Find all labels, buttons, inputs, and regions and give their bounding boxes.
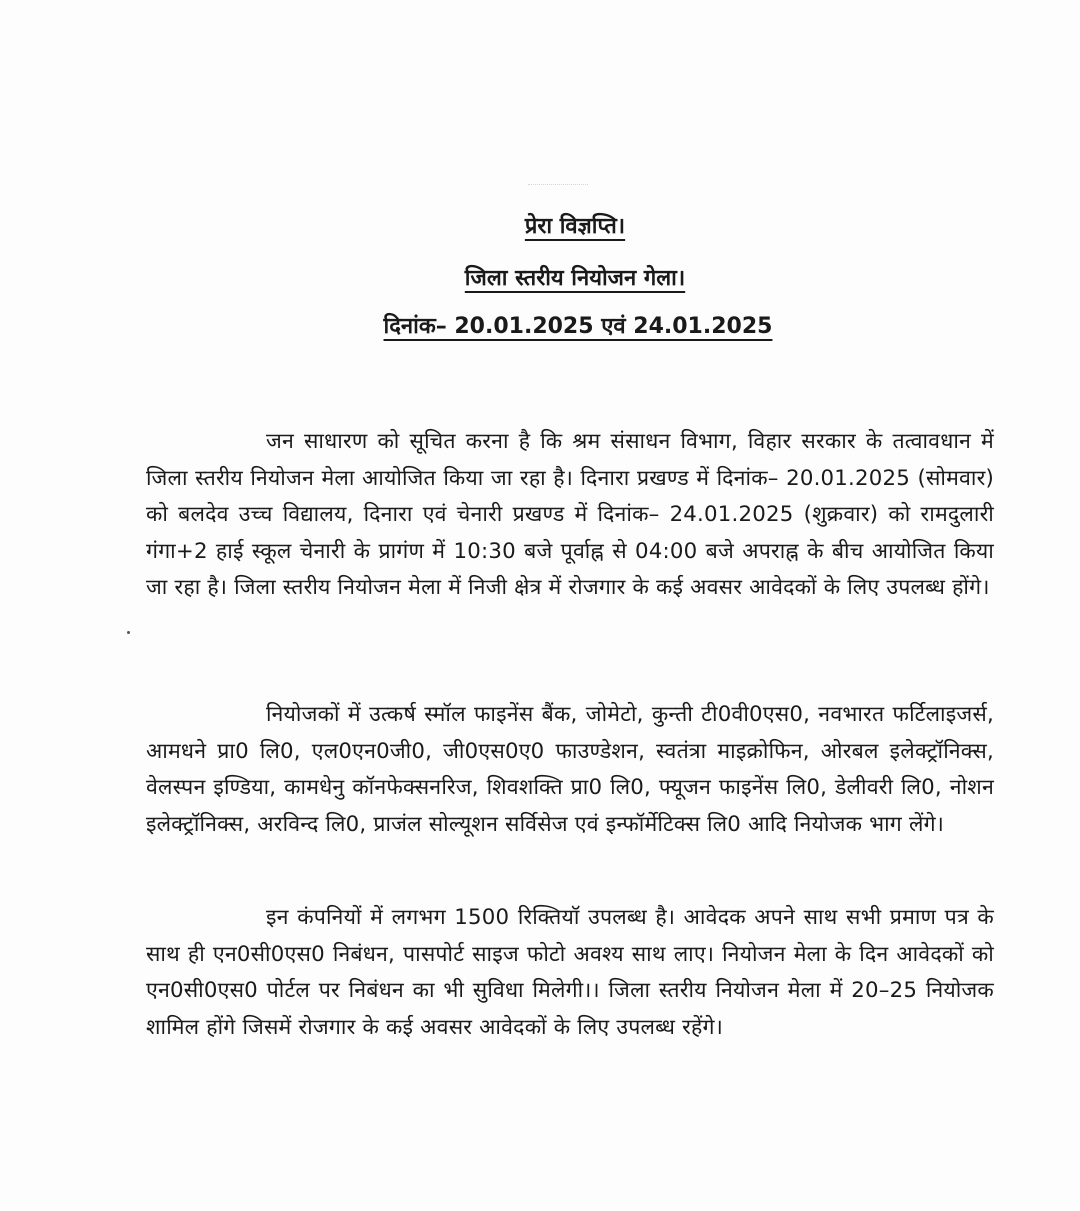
press-release-title: प्रेरा विज्ञप्ति।	[524, 214, 626, 239]
paragraph-vacancies: इन कंपनियों में लगभग 1500 रिक्तियॉ उपलब्ध है। आवेदक अपने साथ सभी प्रमाण पत्र के साथ ही एन0सी0एस0 निबंधन, पासपोर्ट साइज फोटो अवश्य साथ लाए। नियोजन मेला के दिन आवेदकों को एन0सी0एस0 पोर्टल पर निबंधन का भी सुविधा मिलेगी।। जिला स्तरीय नियोजन मेला में 20–25 नियोजक शामिल होंगे जिसमें रोजगार के कई अवसर आवेदकों के लिए उपलब्ध रहेंगे।	[146, 905, 994, 1040]
paragraph-announcement: जन साधारण को सूचित करना है कि श्रम संसाधन विभाग, विहार सरकार के तत्वावधान में जिला स्तरीय नियोजन मेला आयोजित किया जा रहा है। दिनारा प्रखण्ड में दिनांक– 20.01.2025 (सोमवार) को बलदेव उच्च विद्यालय, दिनारा एवं चेनारी प्रखण्ड में दिनांक– 24.01.2025 (शुक्रवार) को रामदुलारी गंगा+2 हाई स्कूल चेनारी के प्रागंण में 10:30 बजे पूर्वाह्न से 04:00 बजे अपराह्न के बीच आयोजित किया जा रहा है। जिला स्तरीय नियोजन मेला में निजी क्षेत्र में रोजगार के कई अवसर आवेदकों के लिए उपलब्ध होंगे।	[146, 429, 994, 600]
paragraph-employers: नियोजकों में उत्कर्ष स्मॉल फाइनेंस बैंक, जोमेटो, कुन्ती टी0वी0एस0, नवभारत फर्टिलाइजर्स, आमधने प्रा0 लि0, एल0एन0जी0, जी0एस0ए0 फाउण्डेशन, स्वतंत्रा माइक्रोफिन, ओरबल इलेक्ट्रॉनिक्स, वेलस्पन इण्डिया, कामधेनु कॉनफेक्सनरिज, शिवशक्ति प्रा0 लि0, फ्यूजन फाइनेंस लि0, डेलीवरी लि0, नोशन इलेक्ट्रॉनिक्स, अरविन्द लि0, प्राजंल सोल्यूशन सर्विसेज एवं इन्फॉर्मेटिक्स लि0 आदि नियोजक भाग लेंगे।	[146, 702, 994, 837]
job-fair-heading: जिला स्तरीय नियोजन गेला।	[464, 266, 686, 291]
faint-stamp-mark	[528, 184, 588, 195]
scan-speck	[127, 631, 130, 634]
date-line: दिनांक– 20.01.2025 एवं 24.01.2025	[383, 314, 773, 339]
